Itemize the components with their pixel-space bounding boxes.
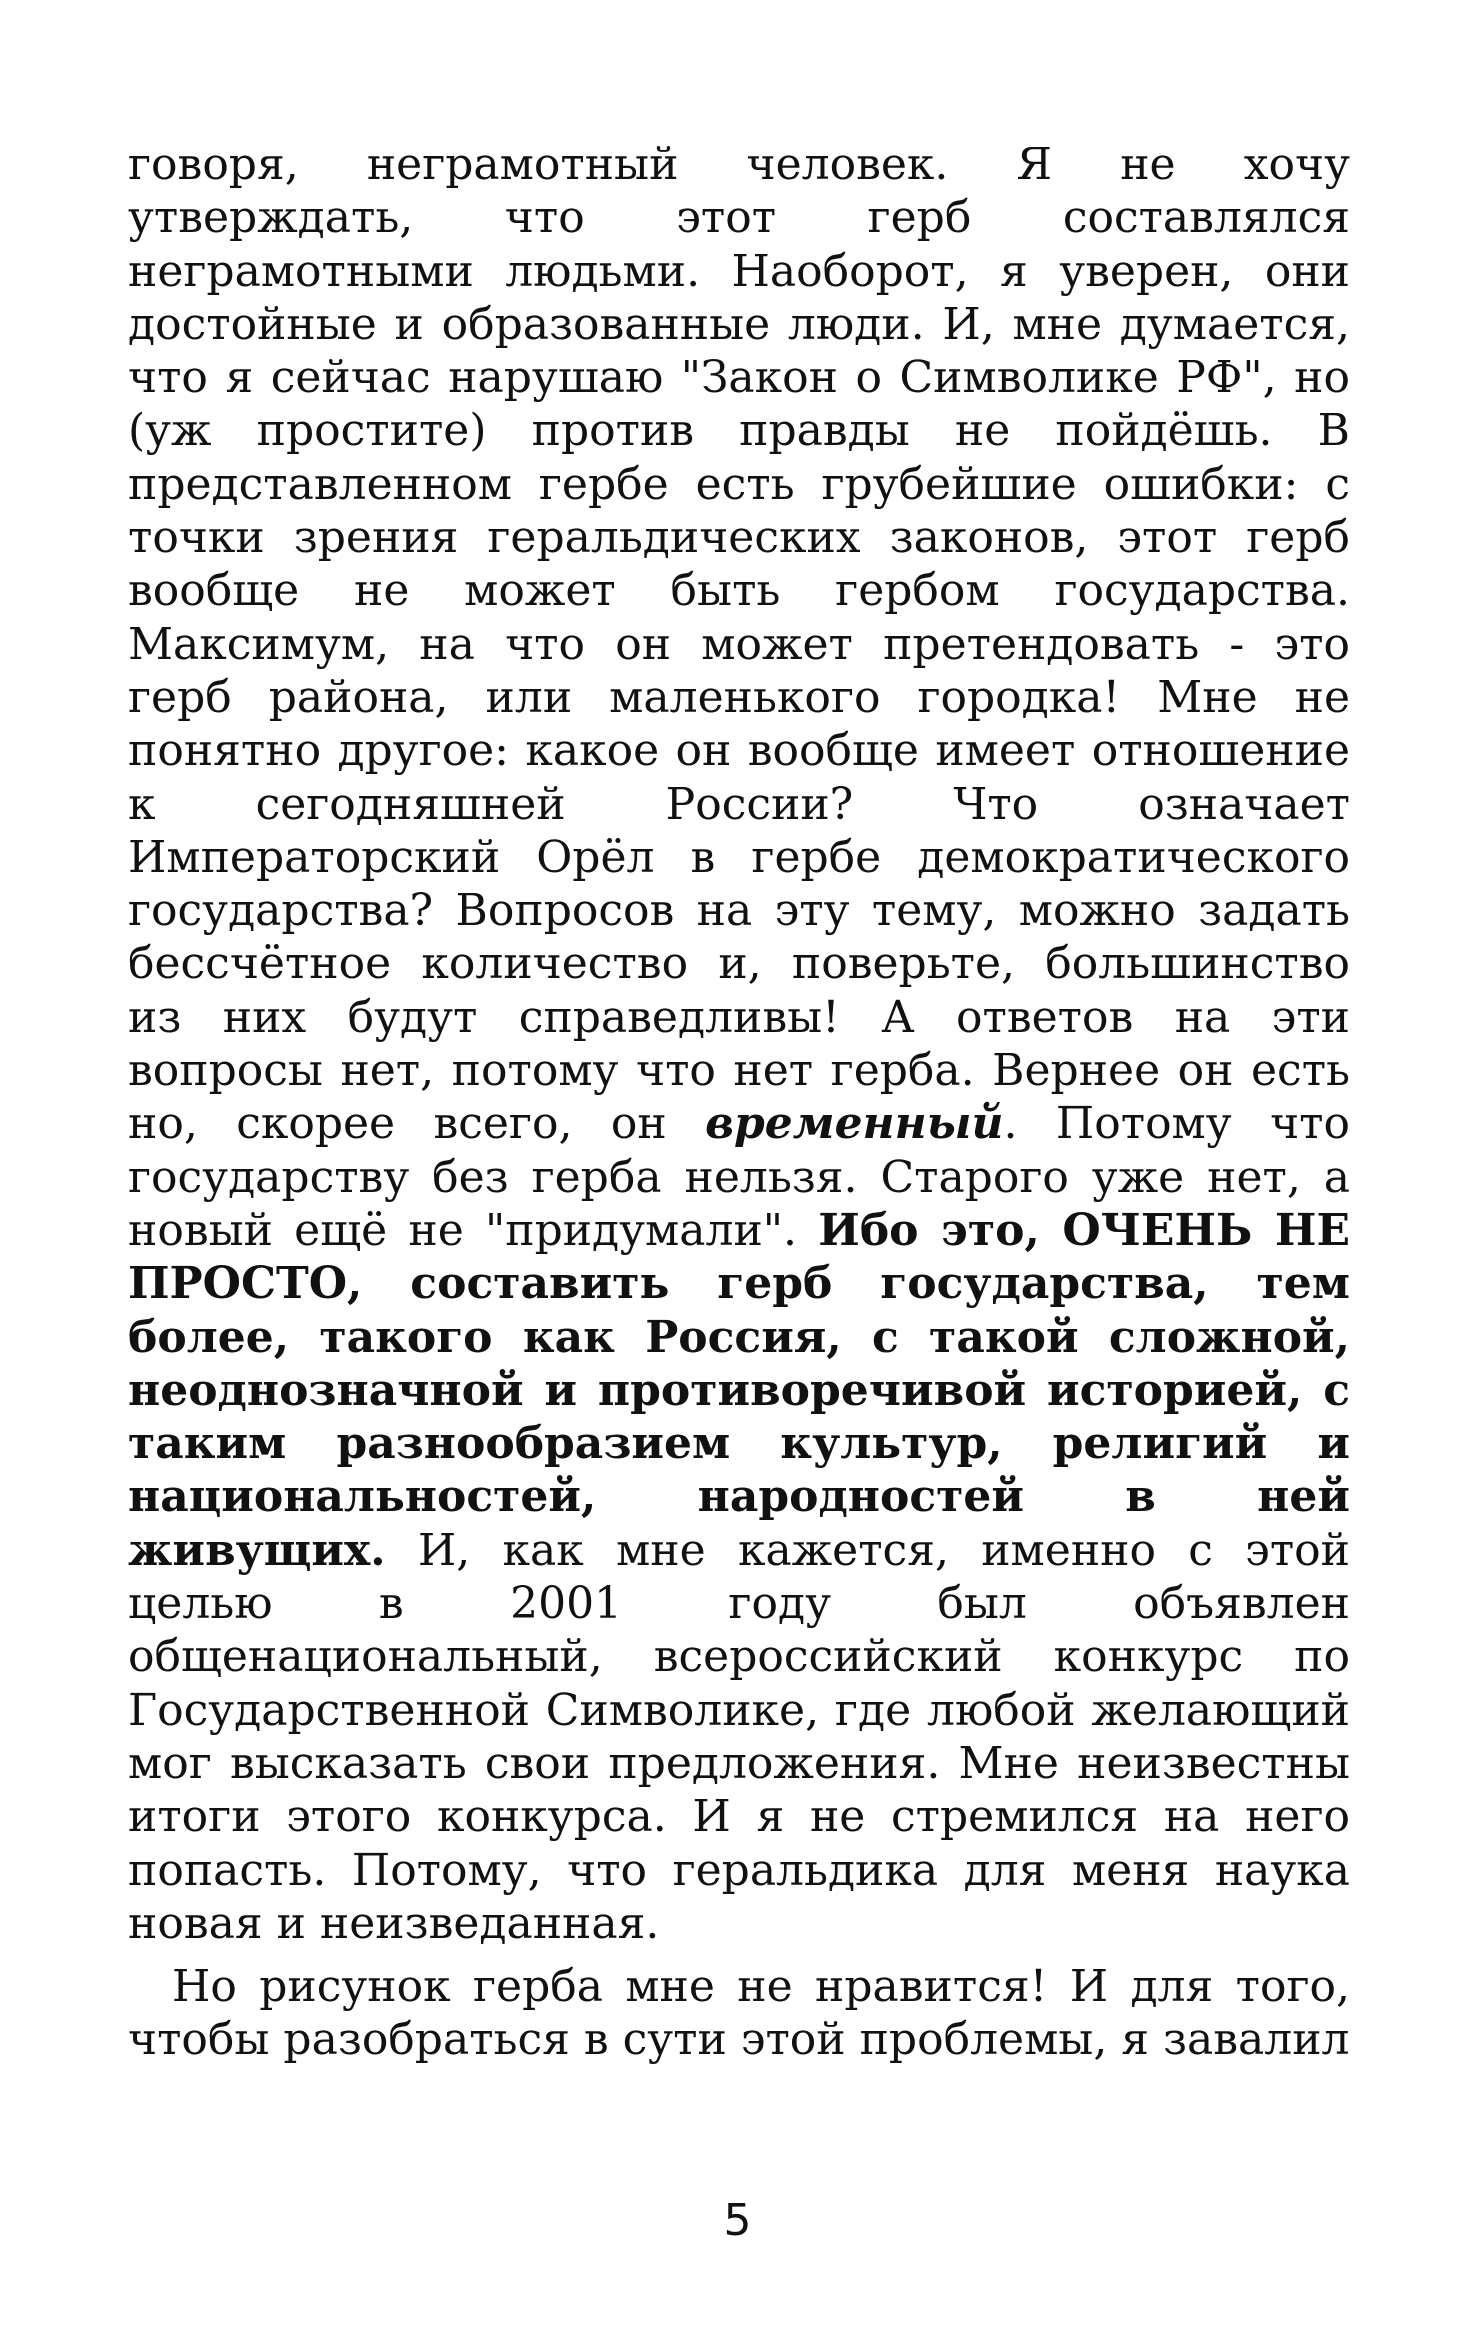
paragraph-1-text: говоря, неграмотный человек. Я не хочу утверждать, что этот герб составлялся неграмотными людьми. Наоборот, я уверен, они достойные и образованные люди. И, мне думается, что я сейчас нарушаю "Закон о Символике РФ", но (уж простите) против правды не пойдёшь. В представленном гербе есть грубейшие ошибки: с точки зрения геральдических законов, этот герб вообще не может быть гербом государства. Максимум, на что он может претендовать - это герб района, или маленького городка! Мне не понятно другое: какое он вообще имеет отношение к сегодняшней России? Что означает Императорский Орёл в гербе демократического государства? Вопросов на эту тему, можно задать бессчётное количество и, поверьте, большинство из них будут справедливы! А ответов на эти вопросы нет, потому что нет герба. Вернее он есть но, скорее всего, он [128,139,1350,1150]
page-number: 5 [723,2195,752,2246]
paragraph-1-text-continued: . Потому что государству без герба нельзя. Старого уже нет, а новый ещё не "придумали". [128,1098,1350,1256]
emphasis-italic-bold: временный [705,1098,1004,1150]
paragraph-1-text-end: И, как мне кажется, именно с этой целью в 2001 году был объявлен общенациональный, всероссийский конкурс по Государственной Символике, где любой желающий мог высказать свои предложения. Мне неизвестны итоги этого конкурса. И я не стремился на него попасть. Потому, что геральдика для меня наука новая и неизведанная. [128,1524,1350,1949]
paragraph-1 [128,138,1350,1950]
page-body [128,138,1350,2067]
paragraph-2: Но рисунок герба мне не нравится! И для того, чтобы разобраться в сути этой проблемы, я завалил [128,1961,1350,2066]
emphasis-bold: Ибо это, ОЧЕНЬ НЕ ПРОСТО, составить герб государства, тем более, такого как Россия, с такой сложной, неоднозначной и противоречивой историей, с таким разнообразием культур, религий и национальностей, народностей в ней живущих. [128,1204,1350,1576]
